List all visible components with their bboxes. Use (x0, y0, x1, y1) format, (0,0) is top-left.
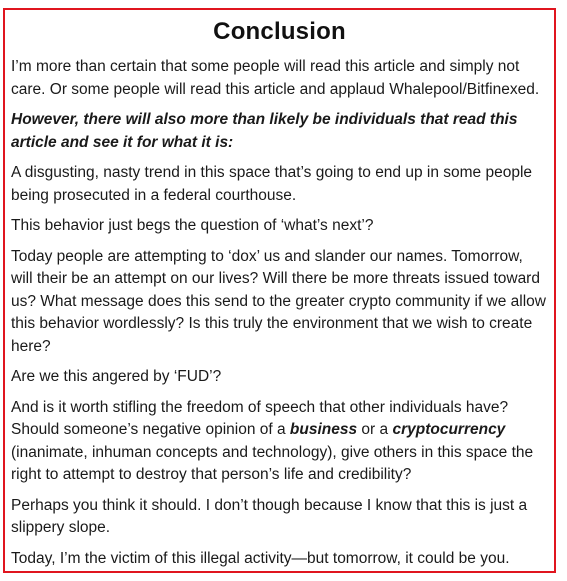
paragraph-7-part-1: And is it worth stifling the freedom of speech that other individuals have? Should someone’s negative opinion of a (11, 398, 509, 438)
paragraph-1: I’m more than certain that some people will read this article and simply not care. Or some people will read this article and applaud Whalepool/Bitfinexed. (11, 58, 540, 98)
conclusion-box (3, 8, 556, 573)
paragraph-7 (11, 397, 548, 487)
section-title: Conclusion (213, 18, 346, 45)
emphasis-cryptocurrency: cryptocurrency (392, 421, 506, 438)
paragraph-7-part-2: or a (357, 421, 393, 438)
paragraph-6: Are we this angered by ‘FUD’? (11, 368, 222, 385)
paragraph-2-emphasis: However, there will also more than likely be individuals that read this article and see it for what it is: (11, 111, 518, 151)
paragraph-4: This behavior just begs the question of ‘what’s next’? (11, 217, 374, 234)
paragraph-7-part-3: (inanimate, inhuman concepts and technology), give others in this space the right to attempt to destroy that person’s life and credibility? (11, 443, 534, 483)
paragraph-8: Perhaps you think it should. I don’t though because I know that this is just a slippery slope. (11, 496, 528, 536)
emphasis-business: business (289, 421, 358, 438)
paragraph-3: A disgusting, nasty trend in this space that’s going to end up in some people being prosecuted in a federal courthouse. (11, 164, 533, 204)
paragraph-5: Today people are attempting to ‘dox’ us and slander our names. Tomorrow, will their be an attempt on our lives? Will there be more threats issued toward us? What message does this send to the greater crypto community if we allow this behavior wordlessly? Is this truly the environment that we wish to create here? (11, 247, 546, 355)
paragraph-9: Today, I’m the victim of this illegal activity—but tomorrow, it could be you. (11, 549, 510, 567)
